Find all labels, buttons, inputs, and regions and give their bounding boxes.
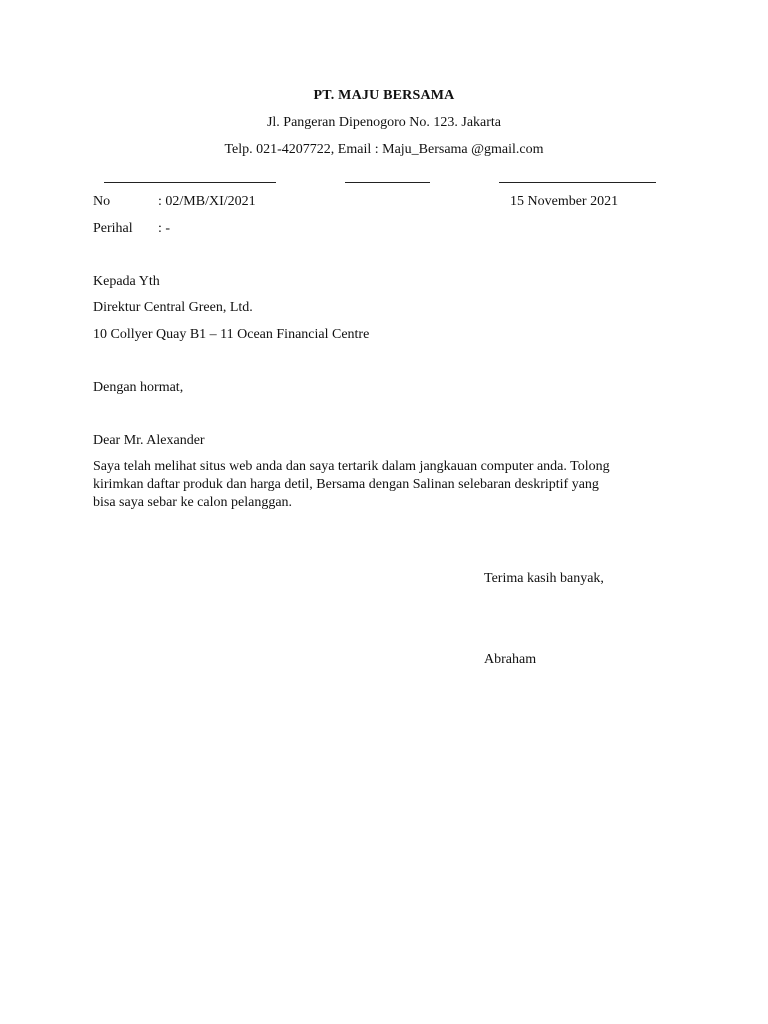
recipient-line: Kepada Yth [93,274,160,289]
letterhead-divider [104,182,276,183]
letter-body [93,458,673,512]
recipient-address: 10 Collyer Quay B1 – 11 Ocean Financial Centre [93,327,370,342]
recipient-line: Direktur Central Green, Ltd. [93,300,253,315]
letterhead-divider [499,182,656,183]
body-line: bisa saya sebar ke calon pelanggan. [93,495,293,510]
body-line: kirimkan daftar produk dan harga detil, Bersama dengan Salinan selebaran deskriptif yang [93,477,599,492]
company-name: PT. MAJU BERSAMA [313,88,455,103]
closing: Terima kasih banyak, [484,571,604,586]
company-address: Jl. Pangeran Dipenogoro No. 123. Jakarta [266,115,502,130]
letter-number-value: : 02/MB/XI/2021 [158,194,256,209]
letter-date: 15 November 2021 [510,194,619,209]
body-line: Saya telah melihat situs web anda dan saya tertarik dalam jangkauan computer anda. Tolong [93,459,610,474]
salutation: Dear Mr. Alexander [93,433,205,448]
signature-name: Abraham [484,652,537,667]
letter-number-label: No [93,194,111,209]
letterhead-divider [345,182,430,183]
subject-value: : - [158,221,171,236]
subject-label: Perihal [93,221,133,236]
greeting: Dengan hormat, [93,380,184,395]
company-contact: Telp. 021-4207722, Email : Maju_Bersama @gmail.com [224,142,544,157]
